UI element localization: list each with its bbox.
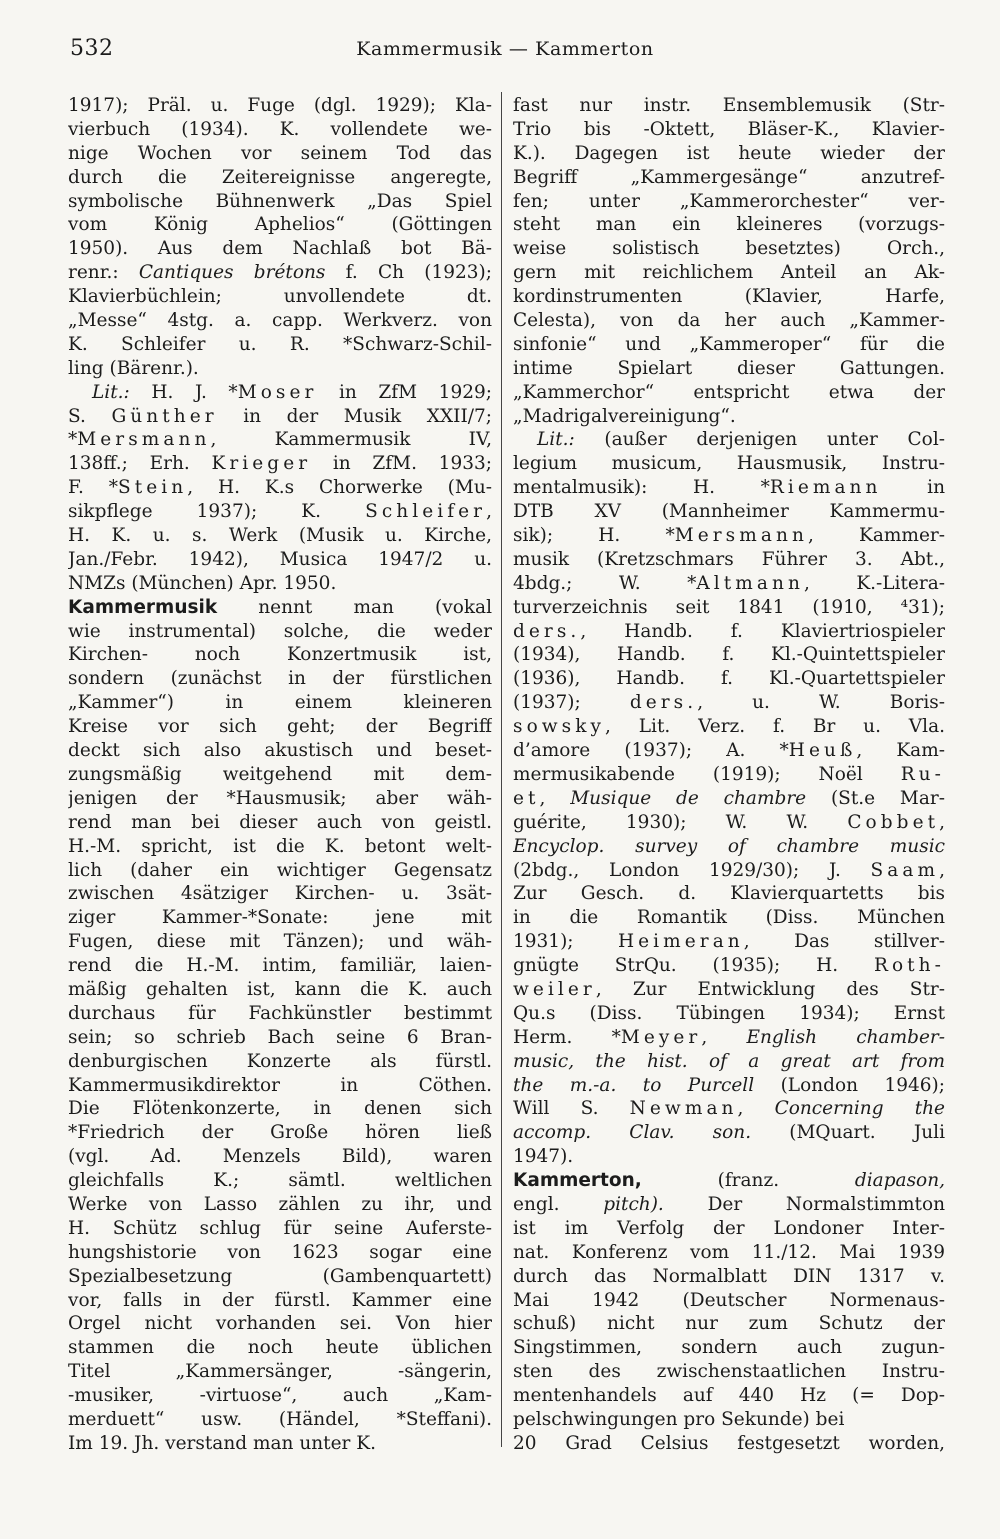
left-column (68, 94, 492, 1456)
text-line: 4bdg.; W. *Altmann, K.-Litera- (513, 572, 945, 594)
text-line: S. Günther in der Musik XXII/7; (68, 405, 492, 427)
text-line: Werke von Lasso zählen zu ihr, und (68, 1193, 492, 1215)
text-line: Herm. *Meyer, English chamber- (513, 1026, 945, 1048)
text-line: 20 Grad Celsius festgesetzt worden, (513, 1432, 945, 1454)
text-line: weise solistisch besetztes) Orch., (513, 238, 945, 260)
text-line: sikpflege 1937); K. Schleifer, (68, 501, 492, 523)
text-line: zungsmäßig weitgehend mit dem- (68, 763, 492, 785)
text-line: et, Musique de chambre (St.e Mar- (513, 787, 945, 809)
text-line: NMZs (München) Apr. 1950. (68, 572, 337, 594)
text-line: *Mersmann, Kammermusik IV, (68, 429, 492, 451)
text-line: stammen die noch heute üblichen (68, 1337, 492, 1359)
text-line: 1917); Präl. u. Fuge (dgl. 1929); Kla- (68, 95, 492, 116)
text-line: (1934), Handb. f. Kl.-Quintettspieler (513, 644, 945, 666)
text-line: „Kammerchor“ entspricht etwa der (513, 381, 945, 403)
text-line: sondern (zunächst in der fürstlichen (68, 668, 492, 690)
text-line: Die Flötenkonzerte, in denen sich (68, 1098, 492, 1120)
text-line: Kammermusikdirektor in Cöthen. (68, 1074, 492, 1096)
text-line: Celesta), von da her auch „Kammer- (513, 310, 945, 332)
text-line: (1936), Handb. f. Kl.-Quartettspieler (513, 668, 945, 690)
text-line: sten des zwischenstaatlichen Instru- (513, 1361, 945, 1383)
text-line: DTB XV (Mannheimer Kammermu- (513, 501, 945, 523)
text-line: symbolische Bühnenwerk „Das Spiel (68, 190, 492, 212)
text-line: sinfonie“ und „Kammeroper“ für die (513, 333, 945, 355)
page-header (70, 36, 940, 70)
text-line: rend die H.-M. intim, familiär, laien- (68, 955, 492, 977)
text-line: nige Wochen vor seinem Tod das (68, 142, 492, 164)
text-line: steht man ein kleineres (vorzugs- (513, 214, 945, 236)
text-line: fast nur instr. Ensemblemusik (Str- (513, 95, 945, 116)
text-line: Titel „Kammersänger, -sängerin, (68, 1361, 492, 1383)
text-line: zwischen 4sätziger Kirchen- u. 3sät- (68, 883, 492, 905)
text-line: music, the hist. of a great art from (513, 1050, 945, 1072)
text-line: merduett“ usw. (Händel, *Steffani). (68, 1408, 492, 1430)
text-line: nat. Konferenz vom 11./12. Mai 1939 (513, 1241, 945, 1263)
text-line: „Madrigalvereinigung“. (513, 405, 736, 427)
text-line: -musiker, -virtuose“, auch „Kam- (68, 1385, 492, 1407)
text-line: jenigen der *Hausmusik; aber wäh- (68, 787, 492, 809)
text-line: 1947). (513, 1146, 574, 1168)
right-column (513, 94, 945, 1456)
text-line: deckt sich also akustisch und beset- (68, 740, 492, 762)
text-line: (1937); ders., u. W. Boris- (513, 692, 945, 714)
text-line: Kammerton, (franz. diapason, (513, 1170, 945, 1192)
text-line: 1931); Heimeran, Das stillver- (513, 931, 945, 953)
column-divider (501, 92, 502, 1447)
text-line: ders., Handb. f. Klaviertriospieler (513, 620, 945, 642)
text-line: the m.-a. to Purcell (London 1946); (513, 1074, 945, 1096)
text-line: F. *Stein, H. K.s Chorwerke (Mu- (68, 477, 492, 499)
text-line: hungshistorie von 1623 sogar eine (68, 1241, 492, 1263)
text-line: accomp. Clav. son. (MQuart. Juli (513, 1122, 945, 1144)
text-line: engl. pitch). Der Normalstimmton (513, 1193, 945, 1215)
text-line: intime Spielart dieser Gattungen. (513, 357, 945, 379)
text-line: K. Schleifer u. R. *Schwarz-Schil- (68, 333, 492, 355)
text-line: mäßig gehalten ist, kann die K. auch (68, 978, 492, 1000)
text-line: *Friedrich der Große hören ließ (68, 1122, 492, 1144)
text-line: Kreise vor sich geht; der Begriff (68, 716, 492, 738)
text-line: schuß) nicht nur zum Schutz der (513, 1313, 945, 1335)
page-number: 532 (70, 36, 114, 61)
text-line: gnügte StrQu. (1935); H. Roth- (513, 955, 945, 977)
text-line: rend man bei dieser auch von geistl. (68, 811, 492, 833)
text-line: Encyclop. survey of chambre music (513, 835, 945, 857)
text-line: vor, falls in der fürstl. Kammer eine (68, 1289, 492, 1311)
text-line: Mai 1942 (Deutscher Normenaus- (513, 1289, 945, 1311)
text-line: gern mit reichlichem Anteil an Ak- (513, 262, 945, 284)
text-line: lich (daher ein wichtiger Gegensatz (68, 859, 492, 881)
text-line: 1950). Aus dem Nachlaß bot Bä- (68, 238, 492, 260)
text-line: H. Schütz schlug für seine Auferste- (68, 1217, 492, 1239)
text-line: K.). Dagegen ist heute wieder der (513, 142, 945, 164)
text-line: Trio bis -Oktett, Bläser-K., Klavier- (513, 118, 945, 140)
text-line: Qu.s (Diss. Tübingen 1934); Ernst (513, 1002, 945, 1024)
text-line: durch die Zeitereignisse angeregte, (68, 166, 492, 188)
text-line: kordinstrumenten (Klavier, Harfe, (513, 286, 945, 308)
text-line: Zur Gesch. d. Klavierquartetts bis (513, 883, 945, 905)
text-line: fen; unter „Kammerorchester“ ver- (513, 190, 945, 212)
text-line: Lit.: (außer derjenigen unter Col- (537, 429, 945, 451)
text-line: Kirchen- noch Konzertmusik ist, (68, 644, 492, 666)
text-line: ist im Verfolg der Londoner Inter- (513, 1217, 945, 1239)
text-line: „Messe“ 4stg. a. capp. Werkverz. von (68, 310, 492, 332)
text-line: ziger Kammer-*Sonate: jene mit (68, 907, 492, 929)
text-line: musik (Kretzschmars Führer 3. Abt., (513, 548, 945, 570)
text-line: Kammermusik nennt man (vokal (68, 596, 492, 618)
text-line: Singstimmen, sondern auch zugun- (513, 1337, 945, 1359)
text-line: „Kammer“) in einem kleineren (68, 692, 492, 714)
text-line: Im 19. Jh. verstand man unter K. (68, 1432, 376, 1454)
text-line: mentenhandels auf 440 Hz (= Dop- (513, 1385, 945, 1407)
text-line: (vgl. Ad. Menzels Bild), waren (68, 1146, 492, 1168)
text-line: Fugen, diese mit Tänzen); und wäh- (68, 931, 492, 953)
text-line: mentalmusik): H. *Riemann in (513, 477, 945, 499)
text-line: denburgischen Konzerte als fürstl. (68, 1050, 492, 1072)
text-line: vom König Aphelios“ (Göttingen (68, 214, 492, 236)
text-line: H.-M. spricht, ist die K. betont welt- (68, 835, 492, 857)
text-line: (2bdg., London 1929/30); J. Saam, (513, 859, 945, 881)
text-line: Will S. Newman, Concerning the (513, 1098, 945, 1120)
text-line: Orgel nicht vorhanden sei. Von hier (68, 1313, 492, 1335)
text-line: d’amore (1937); A. *Heuß, Kam- (513, 740, 945, 762)
text-line: pelschwingungen pro Sekunde) bei (513, 1408, 845, 1430)
text-line: vierbuch (1934). K. vollendete we- (68, 118, 492, 140)
text-line: wie instrumental) solche, die weder (68, 620, 492, 642)
text-line: 138ff.; Erh. Krieger in ZfM. 1933; (68, 453, 492, 475)
text-line: Lit.: H. J. *Moser in ZfM 1929; (92, 381, 492, 403)
text-line: sein; so schrieb Bach seine 6 Bran- (68, 1026, 492, 1048)
text-line: turverzeichnis seit 1841 (1910, ⁴31); (513, 596, 945, 618)
text-line: Klavierbüchlein; unvollendete dt. (68, 286, 492, 308)
text-line: sowsky, Lit. Verz. f. Br u. Vla. (513, 716, 945, 738)
text-line: durch das Normalblatt DIN 1317 v. (513, 1265, 945, 1287)
text-line: renr.: Cantiques brétons f. Ch (1923); (68, 262, 492, 284)
running-head: Kammermusik — Kammerton (356, 38, 654, 60)
text-line: H. K. u. s. Werk (Musik u. Kirche, (68, 525, 492, 547)
text-line: gleichfalls K.; sämtl. weltlichen (68, 1170, 492, 1192)
text-line: Spezialbesetzung (Gambenquartett) (68, 1265, 492, 1287)
text-line: legium musicum, Hausmusik, Instru- (513, 453, 945, 475)
text-line: sik); H. *Mersmann, Kammer- (513, 525, 945, 547)
text-line: durchaus für Fachkünstler bestimmt (68, 1002, 492, 1024)
text-line: mermusikabende (1919); Noël Ru- (513, 763, 945, 785)
text-line: Jan./Febr. 1942), Musica 1947/2 u. (68, 548, 492, 570)
text-line: guérite, 1930); W. W. Cobbet, (513, 811, 945, 833)
text-line: ling (Bärenr.). (68, 357, 199, 379)
text-line: weiler, Zur Entwicklung des Str- (513, 978, 945, 1000)
text-line: in die Romantik (Diss. München (513, 907, 945, 929)
text-line: Begriff „Kammergesänge“ anzutref- (513, 166, 945, 188)
